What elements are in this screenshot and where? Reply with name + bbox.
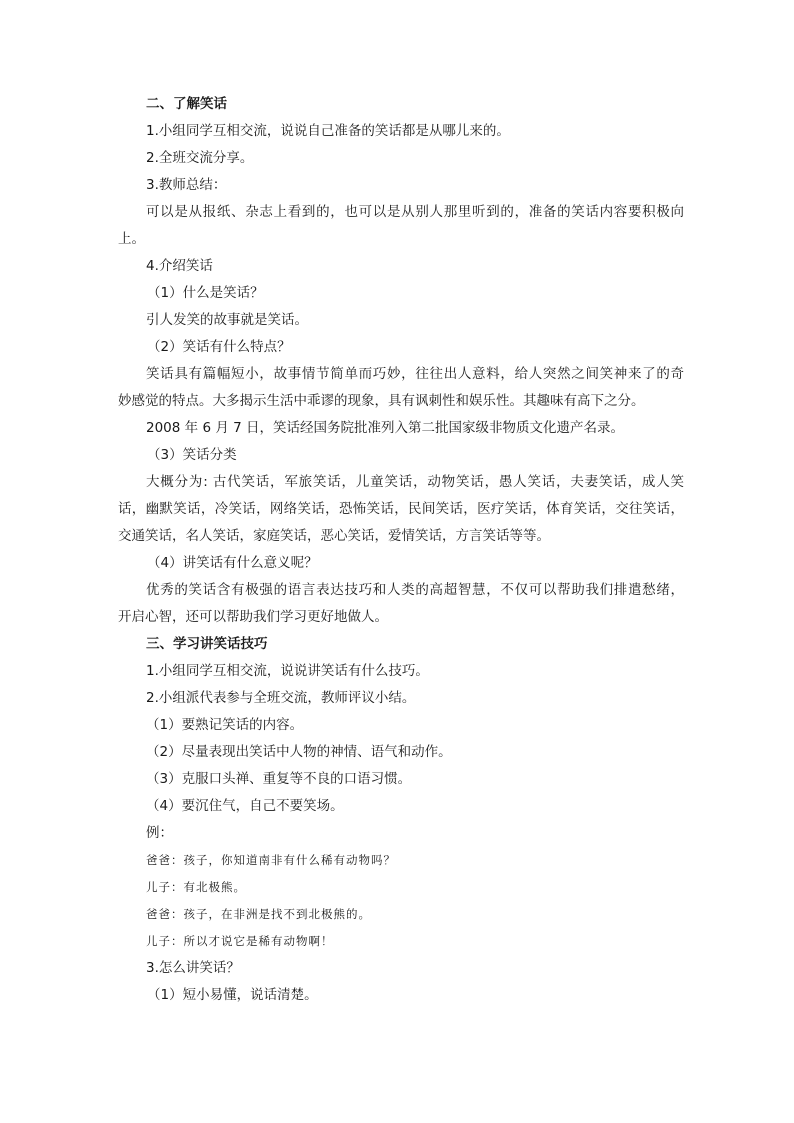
paragraph-line: 笑话具有篇幅短小，故事情节简单而巧妙，往往出人意料，给人突然之间笑神来了的奇: [146, 366, 684, 382]
dialogue-line: 儿子：有北极熊。: [146, 880, 246, 894]
question: （2）笑话有什么特点？: [147, 339, 291, 355]
paragraph-line: 大概分为: 古代笑话，军旅笑话，儿童笑话，动物笑话，愚人笑话，夫妻笑话，成人笑: [146, 474, 684, 490]
paragraph: 2.全班交流分享。: [146, 150, 254, 166]
tip-item: （1）要熟记笑话的内容。: [146, 717, 304, 733]
paragraph: 4.介绍笑话: [146, 258, 213, 274]
paragraph-line: 交通笑话，名人笑话，家庭笑话，恶心笑话，爱情笑话，方言笑话等等。: [118, 528, 550, 544]
dialogue-line: 爸爸：孩子，你知道南非有什么稀有动物吗？: [146, 853, 396, 867]
paragraph: 3.怎么讲笑话？: [146, 960, 240, 976]
section-heading-joke-skills: 三、学习讲笑话技巧: [146, 636, 268, 652]
tip-item: （4）要沉住气，自己不要笑场。: [146, 798, 344, 814]
paragraph: 引人发笑的故事就是笑话。: [146, 312, 308, 328]
paragraph-line: 可以是从报纸、杂志上看到的，也可以是从别人那里听到的，准备的笑话内容要积极向: [146, 204, 684, 220]
dialogue-line: 爸爸：孩子，在非洲是找不到北极熊的。: [146, 907, 371, 921]
paragraph: 2.小组派代表参与全班交流，教师评议小结。: [146, 690, 416, 706]
dialogue-line: 儿子：所以才说它是稀有动物啊！: [146, 934, 334, 948]
tip-item: （2）尽量表现出笑话中人物的神情、语气和动作。: [146, 744, 452, 760]
question: （4）讲笑话有什么意义呢？: [147, 555, 318, 571]
tip-item: （3）克服口头禅、重复等不良的口语习惯。: [146, 771, 412, 787]
tip-item: （1）短小易懂，说话清楚。: [147, 987, 318, 1003]
paragraph: 3.教师总结：: [146, 177, 227, 193]
paragraph-line: 开启心智，还可以帮助我们学习更好地做人。: [118, 609, 388, 625]
paragraph: 1.小组同学互相交流，说说讲笑话有什么技巧。: [146, 663, 429, 679]
paragraph-line: 妙感觉的特点。大多揭示生活中乖谬的现象，具有讽刺性和娱乐性。其趣味有高下之分。: [118, 393, 645, 409]
paragraph-line: 上。: [118, 231, 145, 247]
paragraph-line: 话，幽默笑话，冷笑话，网络笑话，恐怖笑话，民间笑话，医疗笑话，体育笑话，交往笑话，: [118, 501, 684, 517]
section-heading-understand-jokes: 二、了解笑话: [146, 96, 227, 112]
question: （1）什么是笑话？: [147, 285, 264, 301]
example-label: 例：: [146, 825, 173, 841]
question: （3）笑话分类: [147, 447, 237, 463]
document-body: [118, 91, 684, 1009]
paragraph-line: 优秀的笑话含有极强的语言表达技巧和人类的高超智慧，不仅可以帮助我们排遣愁绪，: [146, 582, 684, 598]
paragraph-line: 2008 年 6 月 7 日，笑话经国务院批准列入第二批国家级非物质文化遗产名录。: [146, 420, 624, 436]
paragraph: 1.小组同学互相交流，说说自己准备的笑话都是从哪儿来的。: [146, 123, 510, 139]
